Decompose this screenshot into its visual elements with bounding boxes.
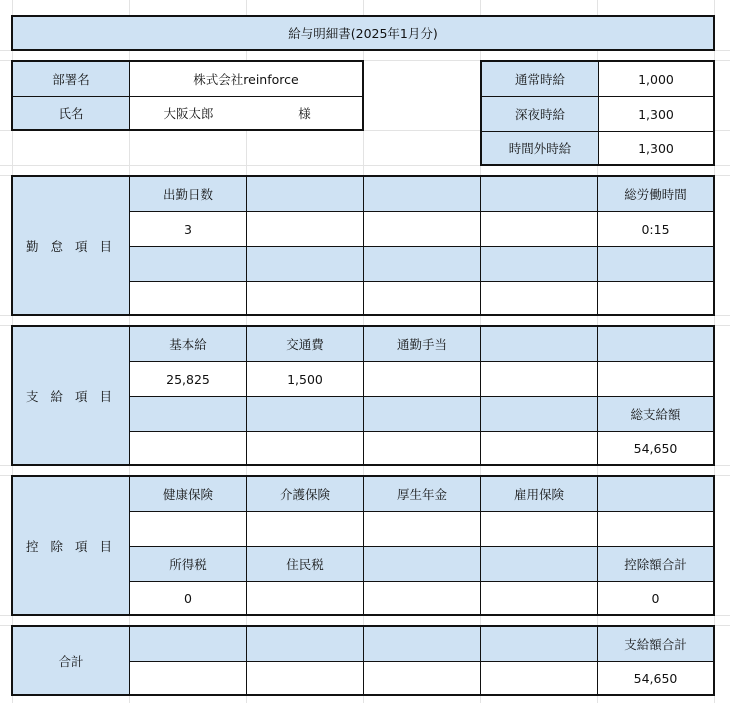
title-box [11, 15, 715, 51]
health-insurance-value[interactable] [130, 512, 247, 547]
payment-value-empty[interactable] [364, 432, 481, 464]
rates-box [480, 60, 715, 166]
pay-total-label: 支給額合計 [598, 627, 713, 662]
attendance-header-empty [364, 177, 481, 212]
overtime-rate-label: 時間外時給 [482, 132, 599, 164]
deduction-total-label: 控除額合計 [598, 547, 713, 582]
summary-value-empty[interactable] [247, 662, 364, 694]
attendance-value-empty[interactable] [481, 282, 598, 314]
summary-header-empty [130, 627, 247, 662]
honorific: 様 [298, 106, 311, 121]
income-tax-label: 所得税 [130, 547, 247, 582]
payment-value-empty[interactable] [247, 432, 364, 464]
payment-value-empty[interactable] [130, 432, 247, 464]
attendance-header-empty [247, 177, 364, 212]
night-rate-label: 深夜時給 [482, 97, 599, 132]
payment-value-empty[interactable] [598, 362, 713, 397]
total-hours-value[interactable]: 0:15 [598, 212, 713, 247]
name-label: 氏名 [13, 97, 130, 129]
summary-header-empty [247, 627, 364, 662]
attendance-header-empty [598, 247, 713, 282]
care-insurance-label: 介護保険 [247, 477, 364, 512]
health-insurance-label: 健康保険 [130, 477, 247, 512]
income-tax-value[interactable]: 0 [130, 582, 247, 614]
summary-value-empty[interactable] [481, 662, 598, 694]
attendance-value-empty[interactable] [598, 282, 713, 314]
attendance-section-label: 勤 怠 項 目 [13, 177, 130, 314]
attendance-value-empty[interactable] [247, 212, 364, 247]
overtime-rate-value[interactable]: 1,300 [638, 140, 674, 156]
summary-header-empty [481, 627, 598, 662]
resident-tax-value[interactable] [247, 582, 364, 614]
work-days-label: 出勤日数 [130, 177, 247, 212]
summary-value-empty[interactable] [130, 662, 247, 694]
summary-value-empty[interactable] [364, 662, 481, 694]
total-hours-label: 総労働時間 [598, 177, 713, 212]
page-title: 給与明細書(2025年1月分) [288, 26, 438, 41]
dept-value[interactable]: 株式会社reinforce [130, 62, 362, 97]
deduction-header-empty [598, 477, 713, 512]
attendance-header-empty [364, 247, 481, 282]
night-rate-value[interactable]: 1,300 [599, 97, 713, 132]
commute-allowance-value[interactable] [364, 362, 481, 397]
employment-insurance-value[interactable] [481, 512, 598, 547]
dept-label: 部署名 [13, 62, 130, 97]
care-insurance-value[interactable] [247, 512, 364, 547]
attendance-section [11, 175, 715, 316]
payment-value-empty[interactable] [481, 432, 598, 464]
pension-value[interactable] [364, 512, 481, 547]
work-days-value[interactable]: 3 [130, 212, 247, 247]
payment-value-empty[interactable] [481, 362, 598, 397]
deduction-value-empty[interactable] [598, 512, 713, 547]
employment-insurance-label: 雇用保険 [481, 477, 598, 512]
gross-pay-value[interactable]: 54,650 [633, 440, 678, 456]
attendance-value-empty[interactable] [364, 212, 481, 247]
employee-info-box [11, 60, 364, 131]
deduction-header-empty [481, 547, 598, 582]
name-value[interactable]: 大阪太郎 [163, 106, 214, 121]
commute-allowance-label: 通勤手当 [364, 327, 481, 362]
base-pay-value[interactable]: 25,825 [130, 362, 247, 397]
resident-tax-label: 住民税 [247, 547, 364, 582]
payment-section [11, 325, 715, 466]
attendance-header-empty [481, 247, 598, 282]
payment-header-empty [130, 397, 247, 432]
transport-label: 交通費 [247, 327, 364, 362]
deduction-value-empty[interactable] [364, 582, 481, 614]
attendance-header-empty [130, 247, 247, 282]
summary-section-label: 合計 [13, 627, 130, 694]
transport-value[interactable]: 1,500 [247, 362, 364, 397]
attendance-value-empty[interactable] [364, 282, 481, 314]
regular-rate-label: 通常時給 [482, 62, 599, 97]
payment-section-label: 支 給 項 目 [13, 327, 130, 464]
pension-label: 厚生年金 [364, 477, 481, 512]
payment-header-empty [481, 397, 598, 432]
pay-total-value[interactable]: 54,650 [633, 670, 678, 686]
payment-header-empty [481, 327, 598, 362]
deduction-header-empty [364, 547, 481, 582]
summary-header-empty [364, 627, 481, 662]
payment-header-empty [598, 327, 713, 362]
regular-rate-value[interactable]: 1,000 [599, 62, 713, 97]
payment-header-empty [364, 397, 481, 432]
attendance-header-empty [481, 177, 598, 212]
deduction-section-label: 控 除 項 目 [13, 477, 130, 614]
payment-header-empty [247, 397, 364, 432]
deduction-total-value[interactable]: 0 [651, 590, 660, 606]
gross-pay-label: 総支給額 [598, 397, 713, 432]
attendance-value-empty[interactable] [481, 212, 598, 247]
attendance-value-empty[interactable] [130, 282, 247, 314]
deduction-value-empty[interactable] [481, 582, 598, 614]
base-pay-label: 基本給 [130, 327, 247, 362]
summary-section [11, 625, 715, 696]
deduction-section [11, 475, 715, 616]
attendance-header-empty [247, 247, 364, 282]
attendance-value-empty[interactable] [247, 282, 364, 314]
